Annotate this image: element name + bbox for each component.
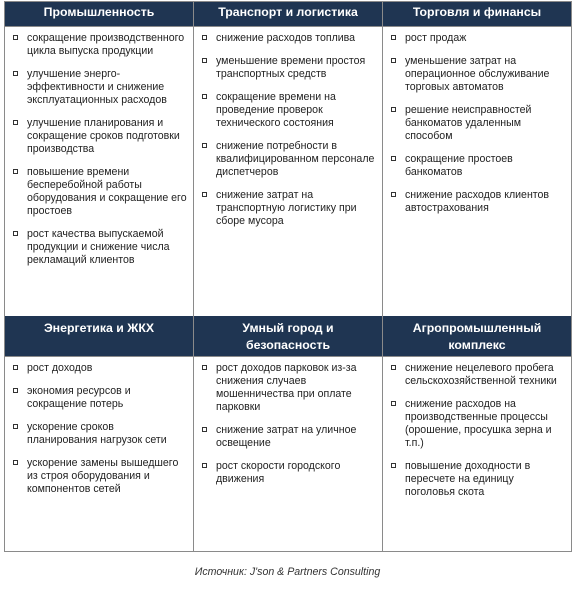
- cell-energy: [5, 357, 194, 551]
- effects-table: [4, 1, 572, 552]
- bullet-icon: [13, 35, 18, 40]
- list-item: [13, 32, 187, 58]
- bullet-icon: [202, 35, 207, 40]
- list-item-text: повышение доходности в пересчете на единицу поголовья скота: [405, 460, 531, 498]
- bullet-icon: [391, 107, 396, 112]
- list-item-text: снижение потребности в квалифицированном персонале диспетчеров: [216, 140, 375, 178]
- list-item: [13, 385, 187, 411]
- list-industry: [13, 32, 187, 267]
- list-item: [202, 32, 376, 45]
- bullet-icon: [391, 401, 396, 406]
- list-item: [13, 228, 187, 267]
- bullet-icon: [13, 460, 18, 465]
- list-item: [13, 117, 187, 156]
- source-caption: Источник: J'son & Partners Consulting: [194, 566, 381, 578]
- cell-industry: [5, 27, 194, 316]
- list-item-text: снижение расходов топлива: [216, 32, 356, 44]
- list-item: [391, 189, 565, 215]
- bullet-icon: [391, 35, 396, 40]
- cell-agro: [383, 357, 571, 551]
- list-item: [391, 460, 565, 499]
- bullet-icon: [391, 365, 396, 370]
- list-item-text: снижение нецелевого пробега сельскохозяйственной техники: [405, 362, 557, 387]
- bullet-icon: [391, 192, 396, 197]
- list-item-text: сокращение производственного цикла выпуска продукции: [27, 32, 185, 57]
- list-item: [13, 362, 187, 375]
- list-item-text: рост продаж: [405, 32, 467, 44]
- bullet-icon: [391, 156, 396, 161]
- list-item: [13, 166, 187, 218]
- list-energy: [13, 362, 187, 496]
- bullet-icon: [202, 192, 207, 197]
- list-item: [202, 362, 376, 414]
- header-energy: Энергетика и ЖКХ: [5, 316, 194, 356]
- list-transport: [202, 32, 376, 228]
- list-item: [202, 140, 376, 179]
- bullet-icon: [202, 427, 207, 432]
- header-trade-finance: Торговля и финансы: [412, 5, 542, 19]
- list-item-text: сокращение простоев банкоматов: [405, 153, 513, 178]
- list-item-text: улучшение планирования и сокращение сроков подготовки производства: [27, 117, 180, 155]
- header-agro: Агропромышленный комплекс: [412, 321, 542, 352]
- cell-trade-finance: [383, 27, 571, 316]
- list-item: [391, 362, 565, 388]
- header-row-2: [5, 316, 571, 356]
- header-transport: Транспорт и логистика: [194, 2, 383, 26]
- list-item-text: повышение времени бесперебойной работы оборудования и сокращение его простоев: [27, 166, 187, 217]
- list-item-text: ускорение сроков планирования нагрузок сети: [27, 421, 167, 446]
- cell-smart-city: [194, 357, 383, 551]
- cell-transport: [194, 27, 383, 316]
- bullet-icon: [391, 463, 396, 468]
- list-item-text: снижение расходов клиентов автострахования: [405, 189, 550, 214]
- bullet-icon: [391, 58, 396, 63]
- header-industry: Промышленность: [5, 2, 194, 26]
- list-item-text: рост доходов парковок из-за снижения случаев мошенничества при оплате парковки: [216, 362, 357, 413]
- body-row-2: [5, 356, 571, 551]
- list-item-text: рост качества выпускаемой продукции и снижение числа рекламаций клиентов: [27, 228, 170, 266]
- list-item: [391, 153, 565, 179]
- list-item: [13, 421, 187, 447]
- list-agro: [391, 362, 565, 499]
- list-item: [13, 68, 187, 107]
- list-item-text: улучшение энерго-эффективности и снижение эксплуатационных расходов: [27, 68, 167, 106]
- list-item: [202, 189, 376, 228]
- list-item: [13, 457, 187, 496]
- list-item: [391, 104, 565, 143]
- bullet-icon: [202, 365, 207, 370]
- header-smart-city: Умный город и безопасность: [194, 316, 383, 356]
- header-row-1: [5, 2, 571, 26]
- list-item-text: уменьшение времени простоя транспортных средств: [216, 55, 366, 80]
- bullet-icon: [13, 71, 18, 76]
- list-item-text: рост скорости городского движения: [216, 460, 341, 485]
- list-item-text: уменьшение затрат на операционное обслуживание торговых автоматов: [405, 55, 550, 93]
- list-item: [391, 55, 565, 94]
- list-item-text: сокращение времени на проведение проверок технического состояния: [216, 91, 336, 129]
- list-item: [202, 424, 376, 450]
- list-item: [391, 398, 565, 450]
- list-item: [202, 55, 376, 81]
- bullet-icon: [13, 424, 18, 429]
- list-item-text: снижение затрат на уличное освещение: [216, 424, 357, 449]
- list-item: [202, 460, 376, 486]
- bullet-icon: [13, 388, 18, 393]
- bullet-icon: [202, 463, 207, 468]
- list-item: [202, 91, 376, 130]
- list-item-text: решение неисправностей банкоматов удаленным способом: [405, 104, 532, 142]
- list-item-text: экономия ресурсов и сокращение потерь: [27, 385, 131, 410]
- list-item-text: снижение расходов на производственные процессы (орошение, просушка зерна и т.п.): [405, 398, 552, 449]
- list-item-text: рост доходов: [27, 362, 93, 374]
- body-row-1: [5, 26, 571, 316]
- list-item-text: ускорение замены вышедшего из строя оборудования и компонентов сетей: [27, 457, 179, 495]
- bullet-icon: [13, 120, 18, 125]
- list-item-text: снижение затрат на транспортную логистику при сборе мусора: [216, 189, 357, 227]
- bullet-icon: [202, 143, 207, 148]
- bullet-icon: [202, 94, 207, 99]
- bullet-icon: [202, 58, 207, 63]
- bullet-icon: [13, 365, 18, 370]
- bullet-icon: [13, 231, 18, 236]
- list-smart-city: [202, 362, 376, 486]
- list-trade-finance: [391, 32, 565, 215]
- bullet-icon: [13, 169, 18, 174]
- list-item: [391, 32, 565, 45]
